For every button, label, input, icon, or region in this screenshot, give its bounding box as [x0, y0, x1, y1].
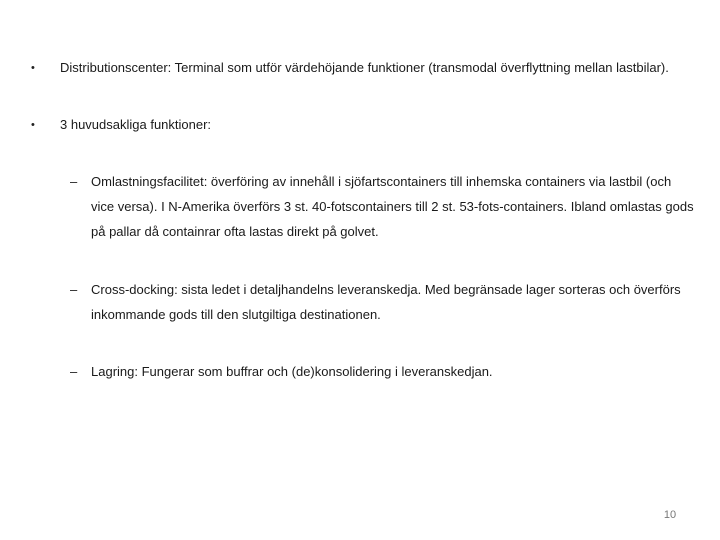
text-line: Lagring: Fungerar som buffrar och (de)konsolidering i leveranskedjan. — [91, 364, 493, 379]
bullet-text: 3 huvudsakliga funktioner: — [60, 117, 212, 132]
sub-bullet-marker: – — [70, 174, 78, 189]
page-number: 10 — [663, 509, 677, 521]
text-line: på pallar då containrar ofta lastas direkt på golvet. — [91, 224, 379, 239]
text-line: vice versa). I N-Amerika överförs 3 st. 40-fotscontainers till 2 st. 53-fots-containers. Ibland omlastas gods — [91, 199, 694, 214]
sub-bullet-text — [91, 359, 691, 384]
text-line: Cross-docking: sista ledet i detaljhandelns leveranskedja. Med begränsade lager sorteras och överförs — [91, 282, 681, 297]
bullet-marker: • — [31, 62, 35, 74]
sub-bullet-marker: – — [70, 364, 78, 379]
bullet-text: Distributionscenter: Terminal som utför värdehöjande funktioner (transmodal överflyttning mellan lastbilar). — [60, 60, 669, 75]
sub-bullet-text — [91, 277, 691, 327]
bullet-marker: • — [31, 119, 35, 131]
sub-bullet-marker: – — [70, 282, 78, 297]
sub-bullet-text — [91, 169, 694, 244]
text-line: inkommande gods till den slutgiltiga destinationen. — [91, 307, 381, 322]
text-line: Omlastningsfacilitet: överföring av innehåll i sjöfartscontainers till inhemska containers via lastbil (och — [91, 174, 672, 189]
